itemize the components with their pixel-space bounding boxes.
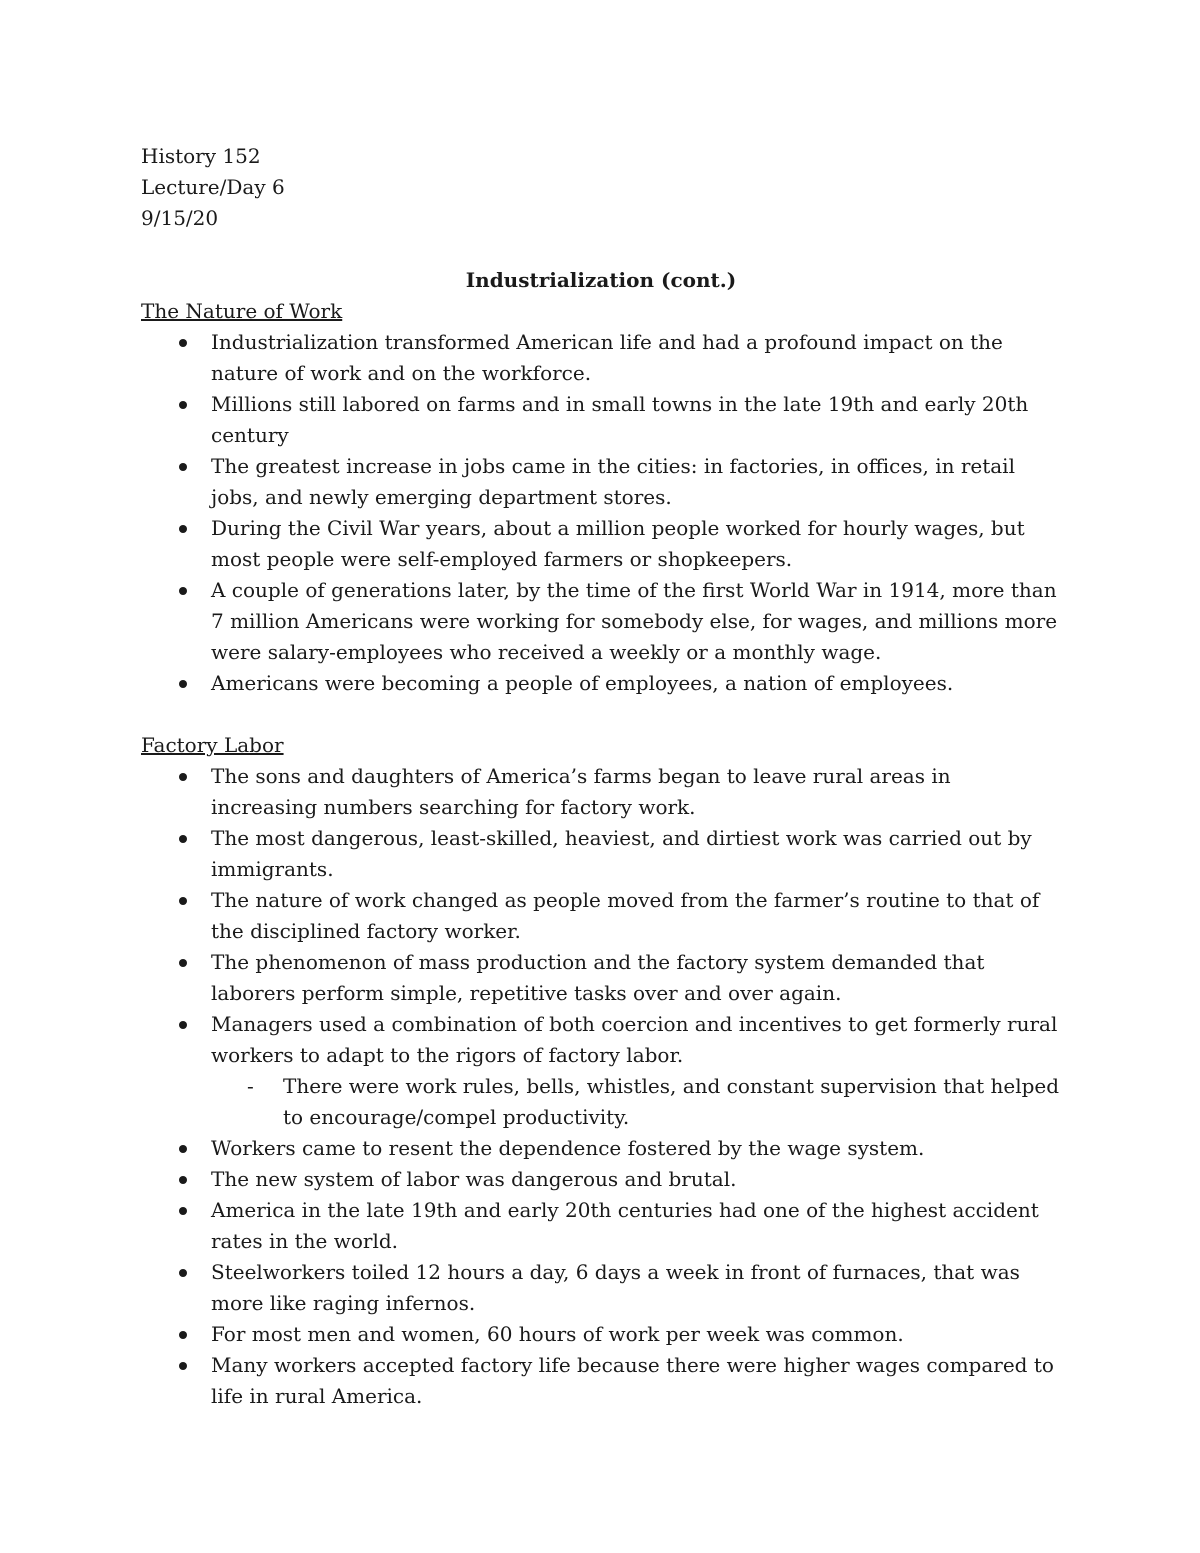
bullet-icon (179, 1207, 187, 1215)
list-item (141, 575, 1061, 668)
list-item (141, 1350, 1061, 1412)
list-item-text: The new system of labor was dangerous and brutal. (211, 1167, 737, 1191)
bullet-icon (179, 1331, 187, 1339)
bullet-icon (179, 835, 187, 843)
list-item (141, 947, 1061, 1009)
course-name: History 152 (141, 144, 261, 168)
section-heading-factory-labor: Factory Labor (141, 733, 284, 757)
lecture-day: Lecture/Day 6 (141, 175, 285, 199)
nature-of-work-list (141, 327, 1061, 699)
dash-icon: - (247, 1074, 254, 1098)
bullet-icon (179, 680, 187, 688)
list-item (141, 1195, 1061, 1257)
list-item-text: The nature of work changed as people moved from the farmer’s routine to that of the disciplined factory worker. (211, 888, 1040, 943)
document-page (141, 141, 1061, 1412)
list-item-text: America in the late 19th and early 20th centuries had one of the highest accident rates in the world. (211, 1198, 1039, 1253)
list-item (141, 885, 1061, 947)
list-item (141, 823, 1061, 885)
list-item (141, 761, 1061, 823)
blank-line (141, 699, 1061, 730)
bullet-icon (179, 587, 187, 595)
sub-list-item (211, 1071, 1061, 1133)
lecture-date: 9/15/20 (141, 206, 219, 230)
bullet-icon (179, 463, 187, 471)
list-item (141, 451, 1061, 513)
factory-labor-list (141, 761, 1061, 1412)
bullet-icon (179, 525, 187, 533)
list-item (141, 1133, 1061, 1164)
list-item-text: For most men and women, 60 hours of work per week was common. (211, 1322, 904, 1346)
list-item-text: The most dangerous, least-skilled, heaviest, and dirtiest work was carried out by immigrants. (211, 826, 1032, 881)
blank-line (141, 234, 1061, 265)
bullet-icon (179, 959, 187, 967)
document-title: Industrialization (cont.) (465, 268, 737, 292)
list-item-text: The greatest increase in jobs came in the cities: in factories, in offices, in retail jobs, and newly emerging department stores. (211, 454, 1015, 509)
bullet-icon (179, 1362, 187, 1370)
list-item-text: The phenomenon of mass production and the factory system demanded that laborers perform simple, repetitive tasks over and over again. (211, 950, 985, 1005)
list-item (141, 1257, 1061, 1319)
list-item-text: Steelworkers toiled 12 hours a day, 6 days a week in front of furnaces, that was more like raging infernos. (211, 1260, 1020, 1315)
section-heading-nature-of-work: The Nature of Work (141, 299, 343, 323)
list-item-text: During the Civil War years, about a million people worked for hourly wages, but most people were self-employed farmers or shopkeepers. (211, 516, 1025, 571)
list-item-text: Many workers accepted factory life because there were higher wages compared to life in rural America. (211, 1353, 1054, 1408)
list-item-text: Managers used a combination of both coercion and incentives to get formerly rural workers to adapt to the rigors of factory labor. (211, 1012, 1058, 1067)
bullet-icon (179, 1021, 187, 1029)
bullet-icon (179, 401, 187, 409)
bullet-icon (179, 1269, 187, 1277)
bullet-icon (179, 897, 187, 905)
list-item (141, 1319, 1061, 1350)
list-item-text: Millions still labored on farms and in small towns in the late 19th and early 20th century (211, 392, 1029, 447)
list-item (141, 513, 1061, 575)
bullet-icon (179, 1176, 187, 1184)
list-item (141, 1164, 1061, 1195)
sub-list-item-text: There were work rules, bells, whistles, and constant supervision that helped to encourage/compel productivity. (283, 1074, 1060, 1129)
sub-list (211, 1071, 1061, 1133)
list-item (141, 1009, 1061, 1133)
bullet-icon (179, 773, 187, 781)
list-item (141, 389, 1061, 451)
list-item-text: Americans were becoming a people of employees, a nation of employees. (211, 671, 954, 695)
bullet-icon (179, 1145, 187, 1153)
list-item-text: Industrialization transformed American life and had a profound impact on the nature of work and on the workforce. (211, 330, 1003, 385)
list-item-text: Workers came to resent the dependence fostered by the wage system. (211, 1136, 925, 1160)
list-item-text: The sons and daughters of America’s farms began to leave rural areas in increasing numbers searching for factory work. (211, 764, 951, 819)
bullet-icon (179, 339, 187, 347)
list-item (141, 668, 1061, 699)
list-item (141, 327, 1061, 389)
list-item-text: A couple of generations later, by the time of the first World War in 1914, more than 7 million Americans were working for somebody else, for wages, and millions more were salary-employees who received a weekly or a monthly wage. (211, 578, 1058, 664)
